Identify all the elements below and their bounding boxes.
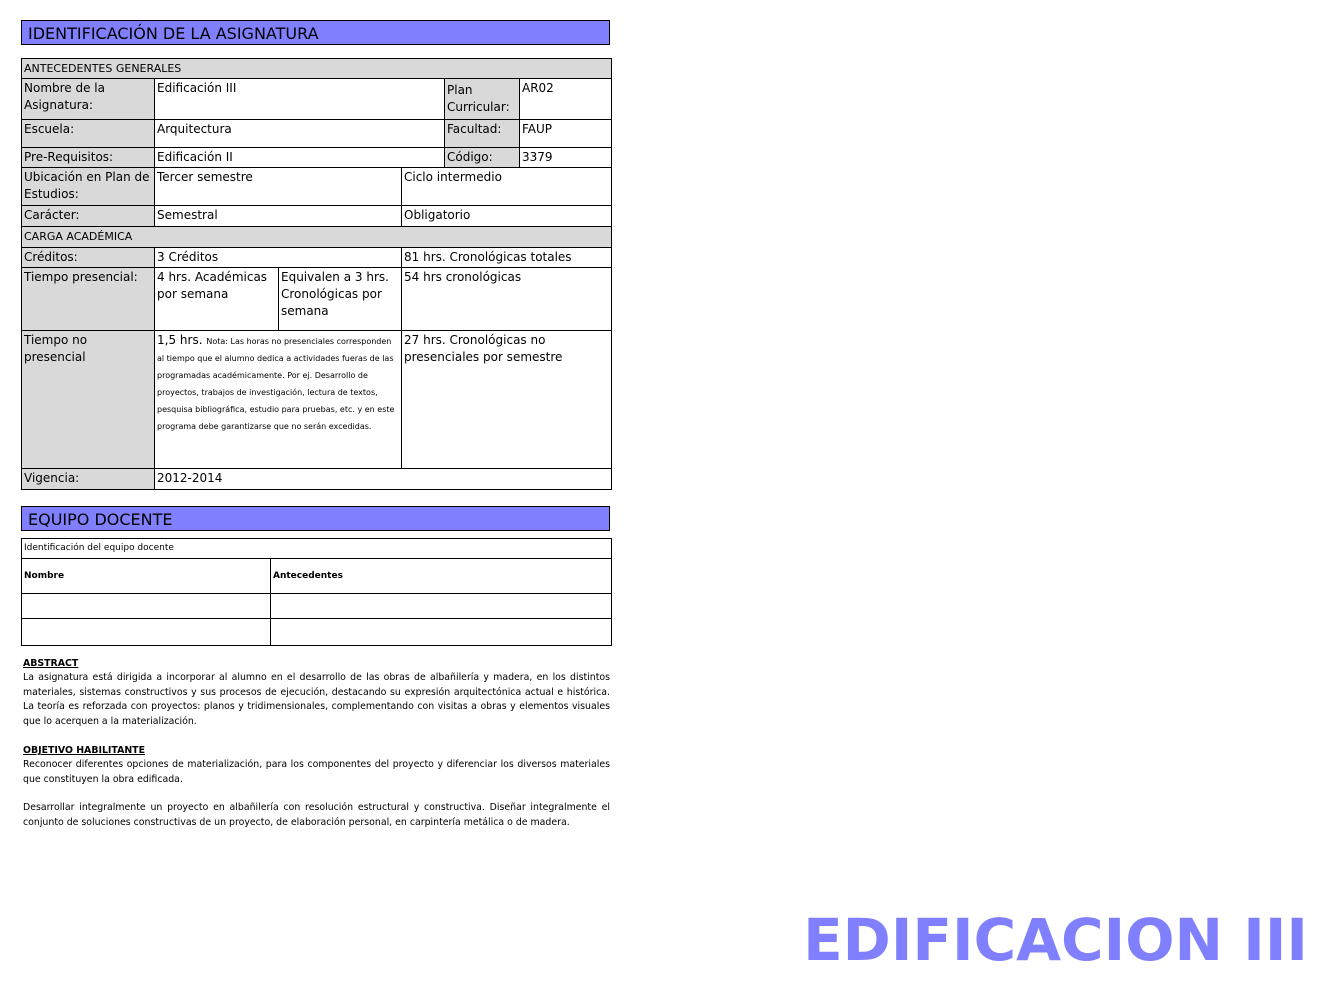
abstract-title: ABSTRACT xyxy=(23,658,79,669)
no-presencial-note: Nota: Las horas no presenciales corresponden al tiempo que el alumno dedica a actividades fueras de las programadas académicamente. Por ej. Desarrollo de proyectos, trabajos de investigación, lectura de textos, pesquisa bibliográfica, estudio para pruebas, etc. y en este programa debe garantizarse que no serán excedidas. xyxy=(157,337,395,431)
abstract-block xyxy=(23,657,610,729)
section-carga-academica: CARGA ACADÉMICA xyxy=(22,227,612,248)
codigo-label: Código: xyxy=(445,148,520,168)
table-cell xyxy=(271,594,612,619)
objetivo-block xyxy=(23,744,610,830)
prerequisitos-value: Edificación II xyxy=(155,148,445,168)
creditos-value: 3 Créditos xyxy=(155,248,402,268)
table-row xyxy=(22,619,612,646)
caracter-label: Carácter: xyxy=(22,206,155,227)
table-cell xyxy=(22,594,271,619)
col-nombre-header: Nombre xyxy=(22,559,271,594)
nombre-value: Edificación III xyxy=(155,79,445,120)
objetivo-title: OBJETIVO HABILITANTE xyxy=(23,745,145,756)
presencial-crono: 54 hrs cronológicas xyxy=(402,268,612,331)
plan-value: AR02 xyxy=(520,79,612,120)
totales-value: 81 hrs. Cronológicas totales xyxy=(402,248,612,268)
obligatorio-value: Obligatorio xyxy=(402,206,612,227)
table-row xyxy=(22,594,612,619)
antecedentes-table xyxy=(21,58,612,490)
equivalen-value: Equivalen a 3 hrs. Cronológicas por semana xyxy=(279,268,402,331)
vigencia-value: 2012-2014 xyxy=(155,469,612,490)
objetivo-text-1: Reconocer diferentes opciones de materialización, para los componentes del proyecto y diferenciar los diversos materiales que constituyen la obra edificada. xyxy=(23,759,610,785)
ubicacion-value: Tercer semestre xyxy=(155,168,402,206)
prerequisitos-label: Pre-Requisitos: xyxy=(22,148,155,168)
ciclo-value: Ciclo intermedio xyxy=(402,168,612,206)
facultad-label: Facultad: xyxy=(445,120,520,148)
presencial-label: Tiempo presencial: xyxy=(22,268,155,331)
facultad-value: FAUP xyxy=(520,120,612,148)
plan-label: Plan Curricular: xyxy=(445,79,520,120)
nombre-label: Nombre de la Asignatura: xyxy=(22,79,155,120)
section-header-identificacion: IDENTIFICACIÓN DE LA ASIGNATURA xyxy=(21,20,610,45)
abstract-text: La asignatura está dirigida a incorporar al alumno en el desarrollo de las obras de albañilería y madera, en los distintos materiales, sistemas constructivos y sus procesos de ejecución, destacando su expresión arquitectónica actual e histórica. La teoría es reforzada con proyectos: planos y tridimensionales, complementando con visitas a obras y elementos visuales que lo acerquen a la materialización. xyxy=(23,672,610,727)
vigencia-label: Vigencia: xyxy=(22,469,155,490)
creditos-label: Créditos: xyxy=(22,248,155,268)
col-antecedentes-header: Antecedentes xyxy=(271,559,612,594)
escuela-label: Escuela: xyxy=(22,120,155,148)
table-cell xyxy=(22,619,271,646)
no-presencial-value: 1,5 hrs. xyxy=(157,333,203,347)
table-cell xyxy=(271,619,612,646)
course-big-title: EDIFICACION III xyxy=(803,906,1308,974)
no-presencial-crono: 27 hrs. Cronológicas no presenciales por semestre xyxy=(402,331,612,469)
no-presencial-label: Tiempo no presencial xyxy=(22,331,155,469)
caracter-value: Semestral xyxy=(155,206,402,227)
objetivo-text-2: Desarrollar integralmente un proyecto en albañilería con resolución estructural y constructiva. Diseñar integralmente el conjunto de soluciones constructivas de un proyecto, de elaboración personal, en carpintería metálica o de madera. xyxy=(23,802,610,828)
ubicacion-label: Ubicación en Plan de Estudios: xyxy=(22,168,155,206)
presencial-value: 4 hrs. Académicas por semana xyxy=(155,268,279,331)
section-header-equipo: EQUIPO DOCENTE xyxy=(21,506,610,531)
no-presencial-cell xyxy=(155,331,402,469)
escuela-value: Arquitectura xyxy=(155,120,445,148)
codigo-value: 3379 xyxy=(520,148,612,168)
equipo-caption: Identificación del equipo docente xyxy=(22,539,612,559)
equipo-table xyxy=(21,538,612,646)
section-antecedentes-generales: ANTECEDENTES GENERALES xyxy=(22,59,612,79)
